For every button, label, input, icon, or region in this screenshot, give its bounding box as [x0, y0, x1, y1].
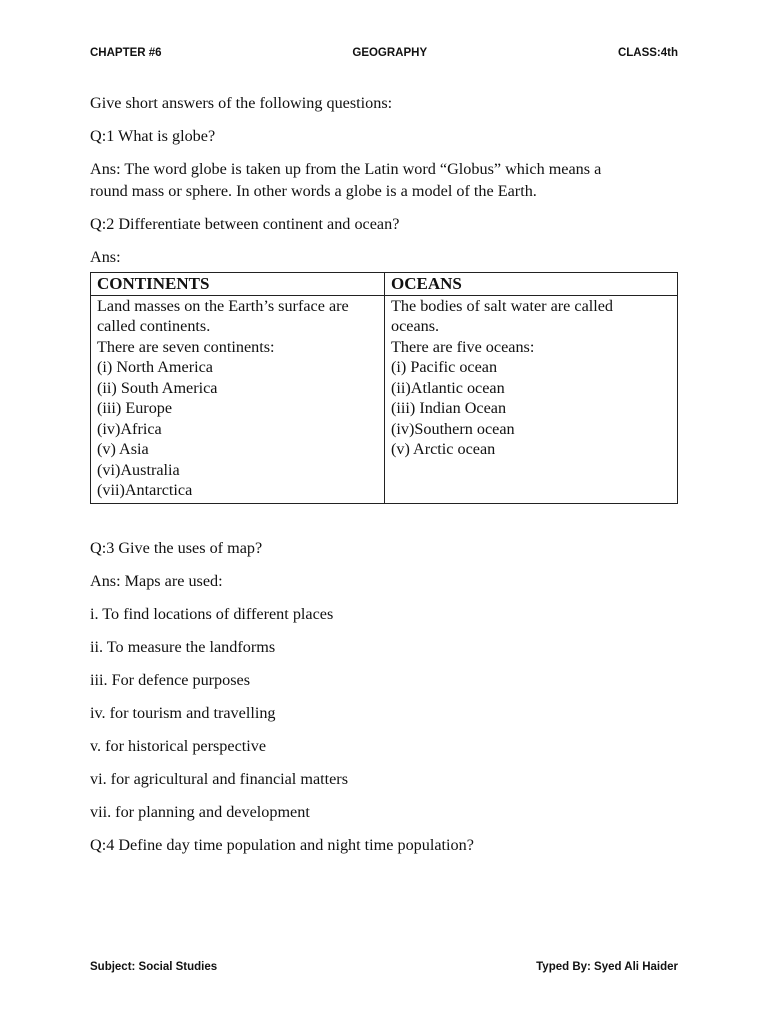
list-item: v. for historical perspective: [90, 736, 267, 755]
q1-answer: [90, 158, 678, 202]
q1-answer-line-2: round mass or sphere. In other words a globe is a model of the Earth.: [90, 182, 537, 200]
chapter-label: CHAPTER #6: [90, 47, 162, 59]
cell-line: The bodies of salt water are called: [391, 296, 614, 315]
cell-line: called continents.: [97, 317, 211, 335]
list-item: i. To find locations of different places: [90, 604, 334, 623]
oceans-header: OCEANS: [385, 273, 678, 296]
footer-typed-by: Typed By: Syed Ali Haider: [536, 961, 678, 973]
list-item: iv. for tourism and travelling: [90, 703, 276, 722]
cell-line: There are five oceans:: [391, 337, 535, 356]
cell-line: oceans.: [391, 317, 440, 335]
cell-line: (vii)Antarctica: [97, 481, 193, 499]
cell-line: (v) Asia: [97, 440, 149, 458]
continents-header: CONTINENTS: [91, 273, 385, 296]
cell-line: (iii) Europe: [97, 399, 173, 417]
page-header: [90, 47, 678, 59]
page-footer: [90, 961, 678, 973]
document-body: [90, 92, 678, 862]
table-header-row: [91, 273, 678, 296]
class-label: CLASS:4th: [617, 47, 678, 59]
cell-line: (i) North America: [97, 358, 213, 376]
q4-question: Q:4 Define day time population and night time population?: [90, 835, 474, 854]
cell-line: Land masses on the Earth’s surface are: [97, 296, 349, 315]
q3-question: Q:3 Give the uses of map?: [90, 538, 263, 557]
cell-line: (iv)Southern ocean: [391, 419, 515, 438]
cell-line: (v) Arctic ocean: [391, 440, 496, 458]
footer-subject: Subject: Social Studies: [90, 961, 218, 973]
continents-oceans-table: [90, 272, 678, 504]
list-item: ii. To measure the landforms: [90, 637, 276, 656]
oceans-cell: [385, 295, 678, 503]
continents-cell: [91, 295, 385, 503]
subject-heading: GEOGRAPHY: [352, 47, 428, 59]
q1-answer-line-1: Ans: The word globe is taken up from the Latin word “Globus” which means a: [90, 160, 602, 178]
q2-question: Q:2 Differentiate between continent and ocean?: [90, 215, 400, 233]
list-item: vii. for planning and development: [90, 802, 310, 821]
cell-line: (vi)Australia: [97, 460, 180, 479]
list-item: vi. for agricultural and financial matters: [90, 769, 348, 788]
q2-ans-label: Ans:: [90, 248, 121, 266]
table-row: [91, 295, 678, 503]
cell-line: (ii)Atlantic ocean: [391, 378, 505, 397]
map-uses-list: [90, 598, 678, 829]
q3-ans-label: Ans: Maps are used:: [90, 571, 223, 590]
list-item: iii. For defence purposes: [90, 670, 251, 689]
cell-line: There are seven continents:: [97, 337, 275, 356]
intro-text: Give short answers of the following questions:: [90, 94, 393, 112]
cell-line: (ii) South America: [97, 378, 218, 397]
cell-line: (iv)Africa: [97, 419, 162, 438]
q1-question: Q:1 What is globe?: [90, 127, 216, 145]
cell-line: (i) Pacific ocean: [391, 358, 498, 376]
cell-line: (iii) Indian Ocean: [391, 399, 507, 417]
